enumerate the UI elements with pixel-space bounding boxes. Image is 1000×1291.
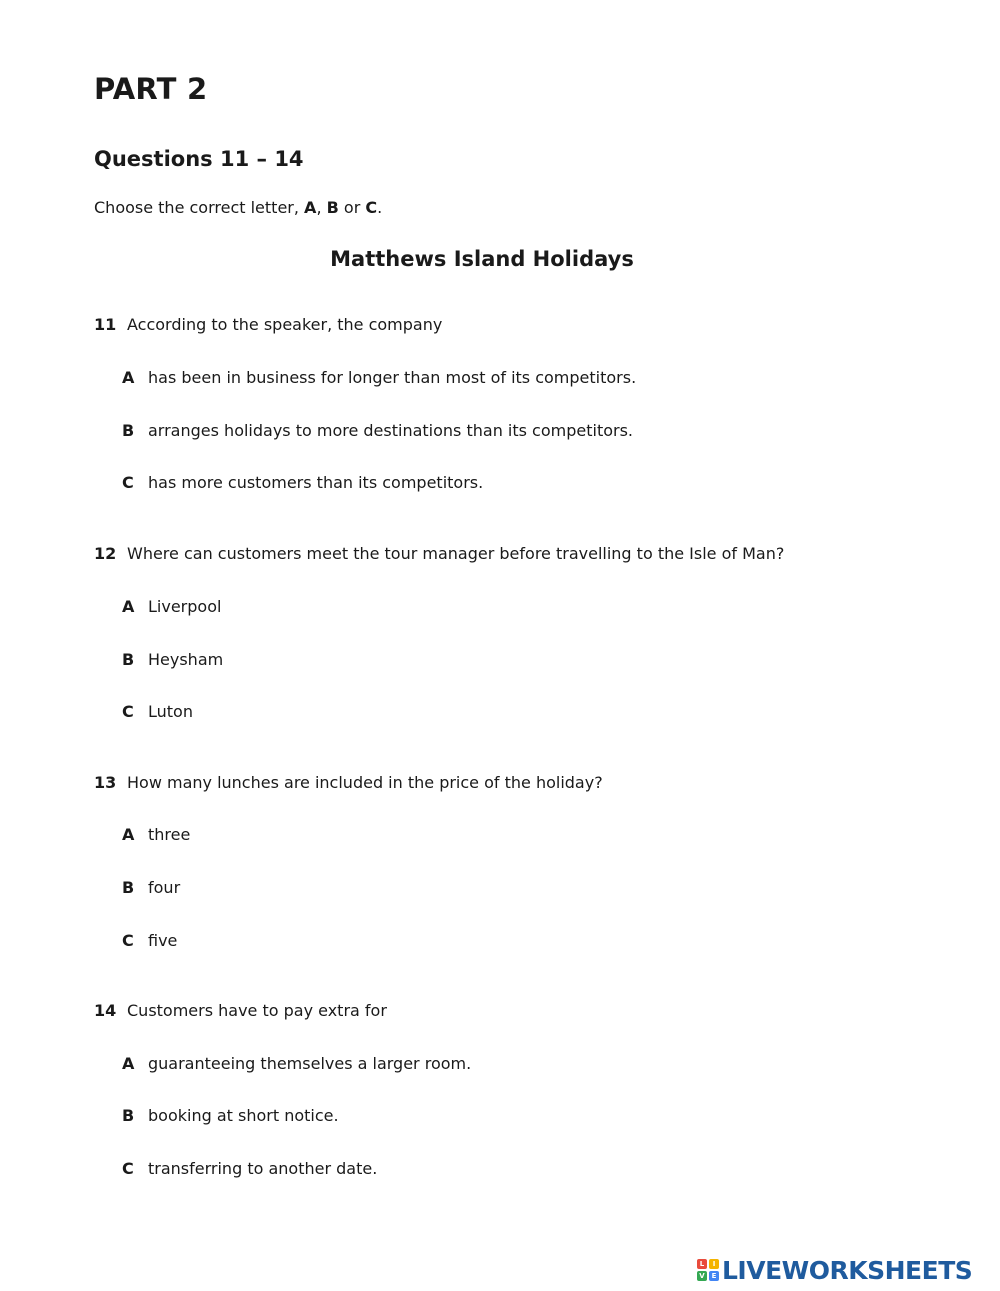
questions-range-heading: Questions 11 – 14 [94,147,304,171]
instruction-letter-a: A [304,198,317,217]
question-number: 12 [94,544,117,563]
instruction-prefix: Choose the correct letter, [94,198,305,217]
option-12-a [122,597,221,616]
option-text: three [148,825,191,844]
question-text: How many lunches are included in the price of the holiday? [127,773,603,792]
instruction-letter-b: B [326,198,339,217]
option-text: Luton [148,702,193,721]
instruction-or: or [338,198,366,217]
option-letter: B [122,650,135,669]
question-number: 11 [94,315,117,334]
question-12 [94,544,784,563]
question-11 [94,315,442,334]
option-11-a [122,368,636,387]
question-number: 14 [94,1001,117,1020]
option-letter: C [122,931,134,950]
instruction-letter-c: C [365,198,378,217]
option-letter: C [122,473,134,492]
option-14-c [122,1159,377,1178]
option-text: five [148,931,178,950]
option-11-b [122,421,633,440]
option-letter: B [122,878,135,897]
question-13 [94,773,603,792]
option-letter: A [122,368,135,387]
liveworksheets-logo[interactable] [697,1255,972,1285]
option-12-c [122,702,193,721]
option-letter: A [122,1054,135,1073]
logo-tile-i: I [709,1259,719,1269]
option-12-b [122,650,223,669]
option-text: arranges holidays to more destinations than its competitors. [148,421,634,440]
option-text: transferring to another date. [148,1159,378,1178]
option-text: has more customers than its competitors. [148,473,484,492]
option-13-c [122,931,177,950]
part-title: PART 2 [94,72,208,106]
option-text: four [148,878,181,897]
option-letter: B [122,1106,135,1125]
option-text: Liverpool [148,597,222,616]
instruction-text [94,198,382,217]
option-text: has been in business for longer than most of its competitors. [148,368,637,387]
instruction-comma: , [316,198,327,217]
question-text: According to the speaker, the company [127,315,443,334]
option-13-b [122,878,180,897]
option-text: Heysham [148,650,224,669]
option-letter: A [122,825,135,844]
option-text: booking at short notice. [148,1106,339,1125]
question-14 [94,1001,387,1020]
option-text: guaranteeing themselves a larger room. [148,1054,472,1073]
question-number: 13 [94,773,117,792]
option-letter: A [122,597,135,616]
option-letter: B [122,421,135,440]
logo-tile-v: V [697,1271,707,1281]
option-14-b [122,1106,339,1125]
logo-tile-e: E [709,1271,719,1281]
option-letter: C [122,1159,134,1178]
option-13-a [122,825,190,844]
logo-text: LIVEWORKSHEETS [722,1255,973,1285]
question-text: Where can customers meet the tour manager before travelling to the Isle of Man? [127,544,785,563]
document-title: Matthews Island Holidays [330,247,634,271]
liveworksheets-logo-icon [697,1259,719,1281]
question-text: Customers have to pay extra for [127,1001,387,1020]
option-letter: C [122,702,134,721]
option-11-c [122,473,483,492]
logo-tile-l: L [697,1259,707,1269]
option-14-a [122,1054,471,1073]
instruction-period: . [377,198,383,217]
